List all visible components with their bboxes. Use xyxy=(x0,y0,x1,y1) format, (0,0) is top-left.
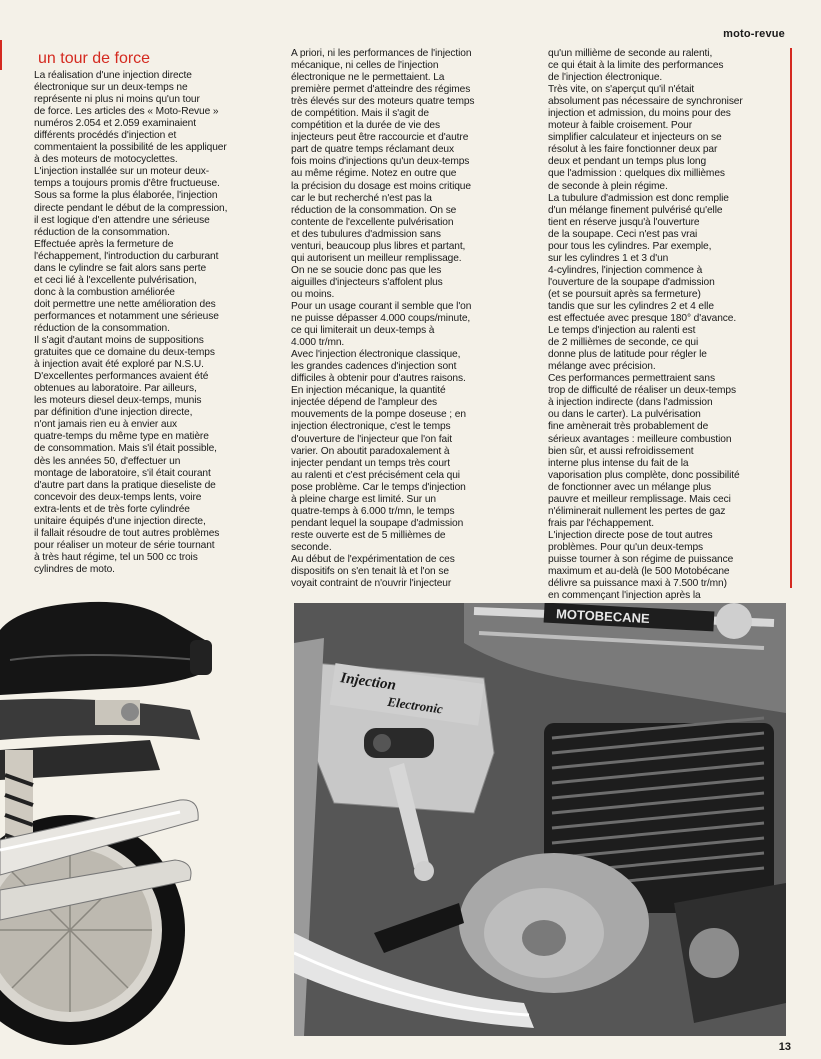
brand-logo: MOTOBECANE xyxy=(555,606,650,627)
red-rule-left xyxy=(0,40,2,70)
cover-label-electronic: Electronic xyxy=(386,693,444,717)
article-title: un tour de force xyxy=(38,50,151,67)
article-column-1: La réalisation d'une injection directe électronique sur un deux-temps ne représente ni plus ni moins qu'un tour de force. Les articles des « Moto-Revue » numéros 2.054 et 2.059 examinaient différents procédés d'injection et commentaient la possibilité de les appliquer à des moteurs de motocyclettes. L'injection installée sur un moteur deux- temps a toujours promis d'être fructueuse. Sous sa forme la plus élaborée, l'injection directe pendant le début de la compression, il est logique d'en attendre une sérieuse réduction de la consommation. Effectuée après la fermeture de l'échappement, l'introduction du carburant dans le cylindre se fait alors sans perte et ceci lié à l'excellente pulvérisation, donc à la combustion améliorée doit permettre une nette amélioration des performances et notamment une sérieuse réduction de la consommation. Il s'agit d'autant moins de suppositions gratuites que ce domaine du deux-temps à injection avait été exploré par N.S.U. D'excellentes performances avaient été obtenues au laboratoire. Par ailleurs, les moteurs diesel deux-temps, munis par définition d'une injection directe, n'ont jamais rien eu à envier aux quatre-temps du même type en matière de consommation. Mais s'il était possible, dès les années 50, d'effectuer un montage de laboratoire, s'il était courant d'autre part dans la pratique dieseliste de concevoir des deux-temps lents, voire extra-lents et de très forte cylindrée unitaire équipés d'une injection directe, il fallait résoudre de tout autres problèmes pour réaliser un moteur de série tournant à très haut régime, tel un 500 cc trois cylindres de moto. xyxy=(34,70,228,575)
engine-illustration xyxy=(294,603,786,1036)
article-column-3: qu'un millième de seconde au ralenti, ce qui était à la limite des performances de l'injection électronique. Très vite, on s'aperçut qu'il n'était absolument pas nécessaire de synchroniser injection et admission, du moins pour des moteur à faible croisement. Pour simplifier calculateur et injecteurs on se résolut à les faire fonctionner deux par deux et pendant un temps plus long que l'admission : quelques dix millièmes de seconde à plein régime. La tubulure d'admission est donc remplie d'un mélange finement pulvérisé qu'elle tient en réserve jusqu'à l'ouverture de la soupape. Ceci n'est pas vrai pour tous les cylindres. Par exemple, sur les cylindres 1 et 3 d'un 4-cylindres, l'injection commence à l'ouverture de la soupape d'admission (et se poursuit après sa fermeture) tandis que sur les cylindres 2 et 4 elle est effectuée avec presque 180° d'avance. Le temps d'injection au ralenti est de 2 millièmes de seconde, ce qui donne plus de latitude pour régler le mélange avec précision. Ces performances permettraient sans trop de difficulté de réaliser un deux-temps à injection indirecte (dans l'admission ou dans le carter). La pulvérisation fine amènerait très probablement de sérieux avantages : meilleure combustion bien sûr, et aussi refroidissement interne plus intense du fait de la vaporisation plus complète, donc possibilité de fonctionner avec un mélange plus pauvre et meilleur remplissage. Mais ceci n'éliminerait nullement les pertes de gaz frais par l'échappement. L'injection directe pose de tout autres problèmes. Pour qu'un deux-temps puisse tourner à son régime de puissance maximum et au-delà (le 500 Motobécane délivre sa puissance maxi à 7.500 tr/mn) en commençant l'injection après la xyxy=(548,48,743,602)
red-rule-right xyxy=(790,48,792,588)
motorcycle-side-illustration xyxy=(0,600,265,1059)
page-number: 13 xyxy=(778,1041,791,1053)
cover-label-injection: Injection xyxy=(339,670,397,694)
masthead: moto-revue xyxy=(723,28,785,40)
photo-motorcycle-side xyxy=(0,600,265,1059)
photo-engine-injection xyxy=(294,603,786,1036)
article-column-2: A priori, ni les performances de l'injection mécanique, ni celles de l'injection électronique ne le permettaient. La première permet d'atteindre des régimes très élevés sur des moteurs quatre temps de compétition. Mais il s'agit de compétition et la durée de vie des injecteurs peut être raccourcie et d'autre part de quatre temps réclamant deux fois moins d'injections qu'un deux-temps au même régime. Notez en outre que la précision du dosage est moins critique car le but recherché n'est pas la réduction de la consommation. On se contente de l'excellente pulvérisation et des tubulures d'admission sans venturi, beaucoup plus libres et partant, qui autorisent un meilleur remplissage. On ne se soucie donc pas que les aiguilles d'injecteurs s'affolent plus ou moins. Pour un usage courant il semble que l'on ne puisse dépasser 4.000 coups/minute, ce qui limiterait un deux-temps à 4.000 tr/mn. Avec l'injection électronique classique, les grandes cadences d'injection sont difficiles à obtenir pour d'autres raisons. En injection mécanique, la quantité injectée dépend de l'ampleur des mouvements de la pompe doseuse ; en injection électronique, c'est le temps d'ouverture de l'injecteur que l'on fait varier. On aboutit paradoxalement à injecter pendant un temps très court au ralenti et c'est précisément cela qui pose problème. Car le temps d'injection à pleine charge est limité. Sur un quatre-temps à 6.000 tr/mn, le temps pendant lequel la soupape d'admission reste ouverte est de 5 millièmes de seconde. Au début de l'expérimentation de ces dispositifs on s'en tenait là et l'on se voyait contraint de n'ouvrir l'injecteur xyxy=(291,48,475,590)
